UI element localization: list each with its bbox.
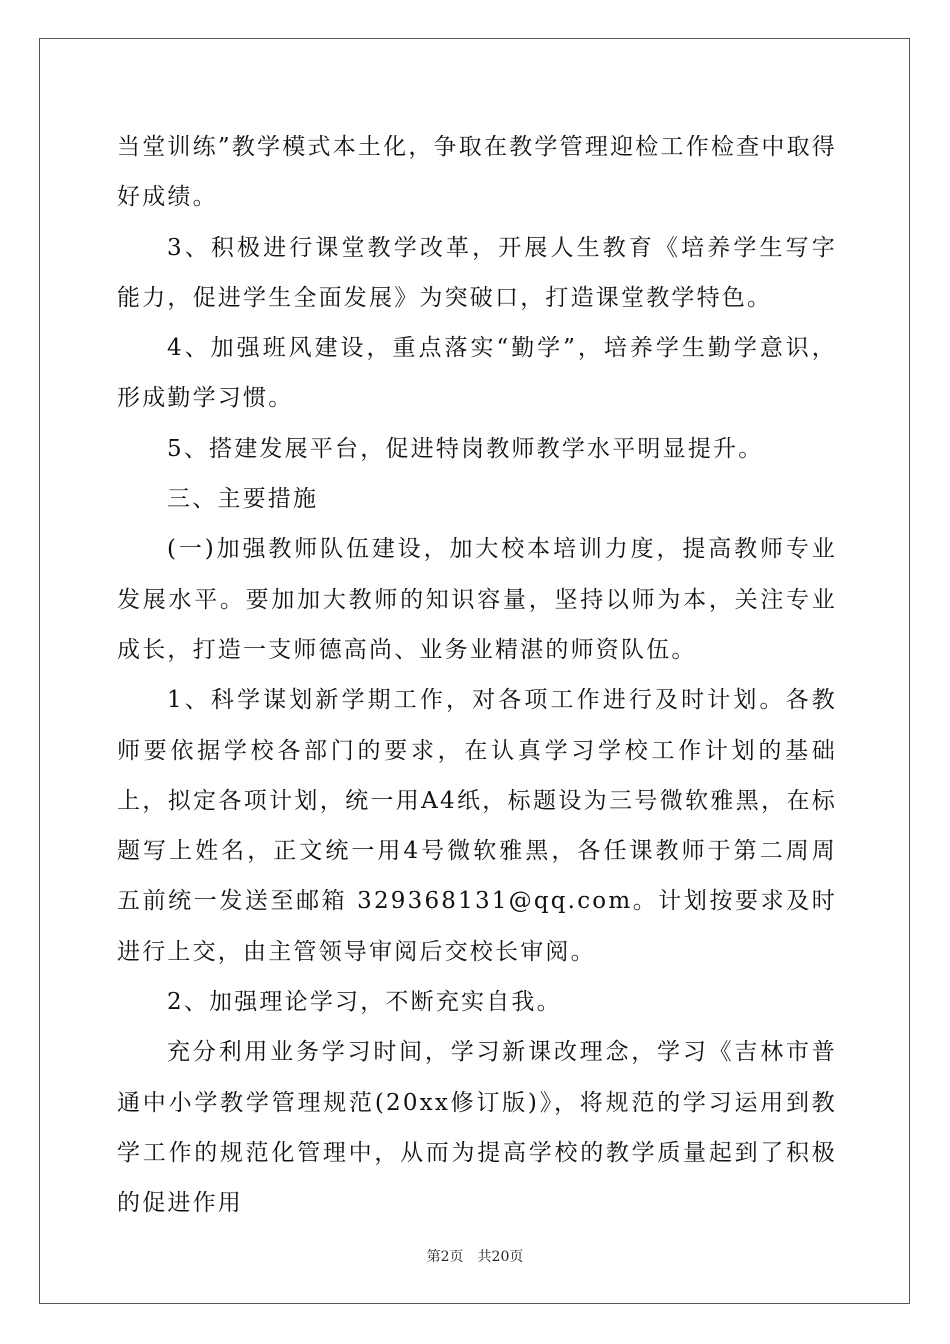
paragraph: 3、积极进行课堂教学改革，开展人生教育《培养学生写字能力，促进学生全面发展》为突破口，打造课堂教学特色。	[117, 234, 837, 311]
paragraph: 5、搭建发展平台，促进特岗教师教学水平明显提升。	[167, 435, 764, 462]
page-number: 第2页	[426, 1249, 464, 1265]
paragraph: 2、加强理论学习，不断充实自我。	[167, 989, 562, 1016]
paragraph: (一)加强教师队伍建设，加大校本培训力度，提高教师专业发展水平。要加加大教师的知识容量，坚持以师为本，关注专业成长，打造一支师德高尚、业务业精湛的师资队伍。	[117, 536, 837, 663]
paragraph: 充分利用业务学习时间，学习新课改理念，学习《吉林市普通中小学教学管理规范(20xx修订版)》，将规范的学习运用到教学工作的规范化管理中，从而为提高学校的教学质量起到了积极的促进作用	[117, 1039, 837, 1217]
document-body	[117, 122, 837, 1229]
paragraph: 1、科学谋划新学期工作，对各项工作进行及时计划。各教师要依据学校各部门的要求，在认真学习学校工作计划的基础上，拟定各项计划，统一用A4纸，标题设为三号微软雅黑，在标题写上姓名，正文统一用4号微软雅黑，各任课教师于第二周周五前统一发送至邮箱 329368131@qq.com。计划按要求及时进行上交，由主管领导审阅后交校长审阅。	[117, 687, 837, 965]
page-total: 共20页	[477, 1249, 524, 1265]
paragraph: 4、加强班风建设，重点落实“勤学”，培养学生勤学意识，形成勤学习惯。	[117, 335, 837, 412]
section-heading: 三、主要措施	[167, 486, 319, 513]
paragraph: 当堂训练”教学模式本土化，争取在教学管理迎检工作检查中取得好成绩。	[117, 134, 837, 211]
page-footer	[0, 1246, 950, 1266]
